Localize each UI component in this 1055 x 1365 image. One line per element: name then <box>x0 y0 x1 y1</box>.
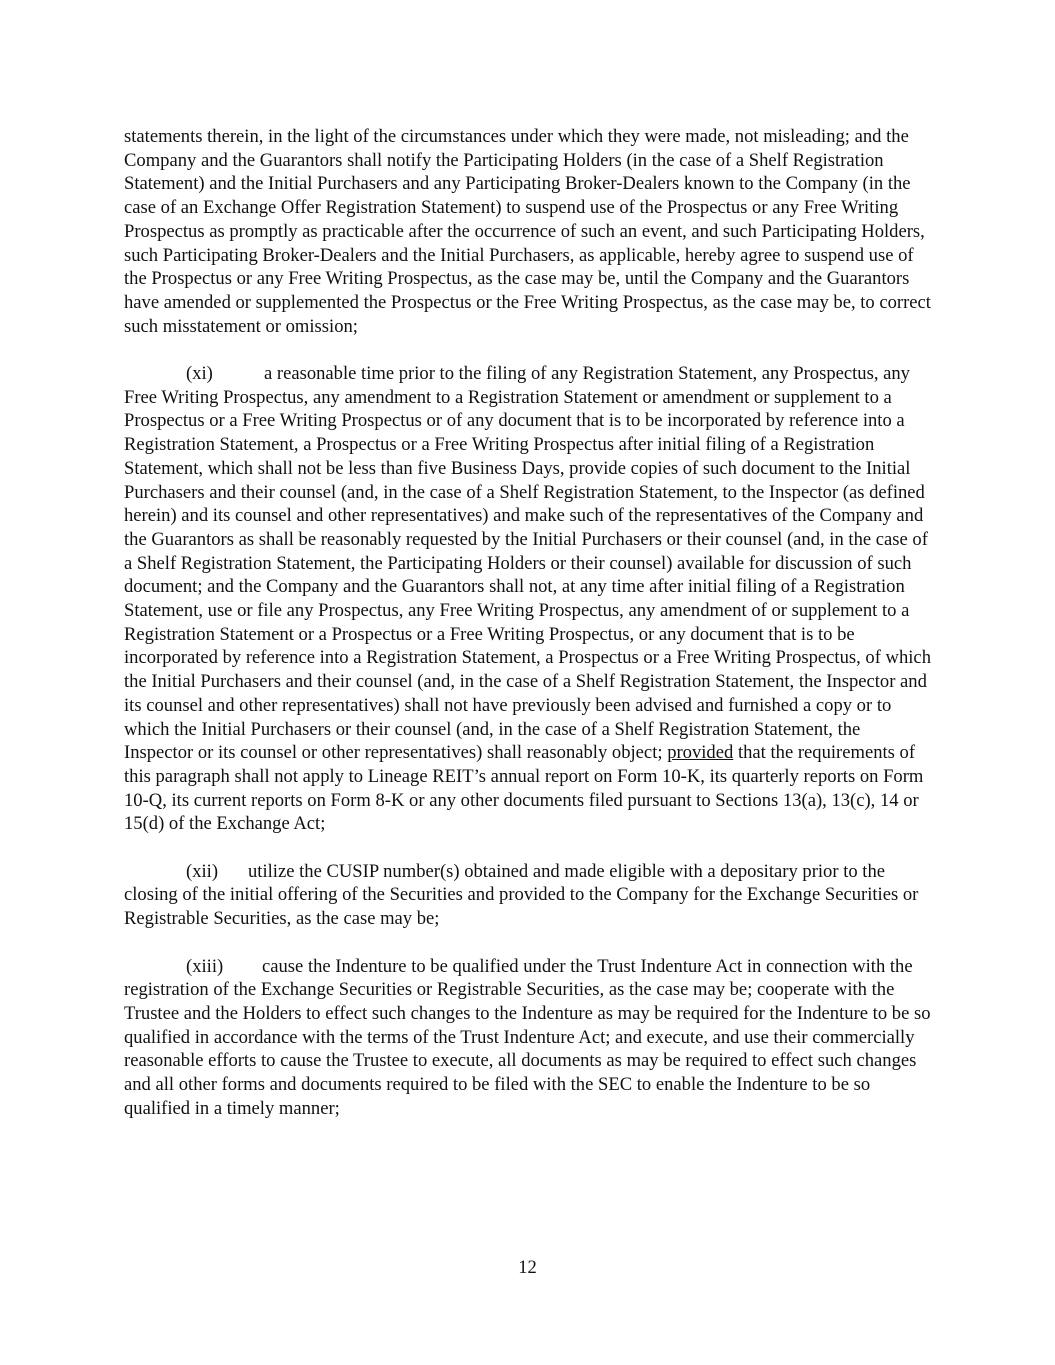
paragraph-xi-text-continued: that the requirements of this paragraph shall not apply to Lineage REIT’s annual report on Form 10-K, its quarterly reports on Form 10-Q, its current reports on Form 8-K or any other documents filed pursuant to Sections 13(a), 13(c), 14 or 15(d) of the Exchange Act; <box>124 742 924 835</box>
page-number: 12 <box>518 1257 537 1278</box>
document-body <box>124 125 932 1144</box>
paragraph-xi-number: (xi) <box>186 363 213 385</box>
paragraph-xii-text: utilize the CUSIP number(s) obtained and made eligible with a depositary prior to the closing of the initial offering of the Securities and provided to the Company for the Exchange Securities or Registrable Securities, as the case may be; <box>124 860 919 930</box>
paragraph-xi <box>124 362 932 836</box>
provided-underlined-term: provided <box>667 742 734 764</box>
paragraph-xiii-text: cause the Indenture to be qualified under the Trust Indenture Act in connection with the registration of the Exchange Securities or Registrable Securities, as the case may be; cooperate with the Trustee and the Holders to effect such changes to the Indenture as may be required for the Indenture to be so qualified in accordance with the terms of the Trust Indenture Act; and execute, and use their commercially reasonable efforts to cause the Trustee to execute, all documents as may be required to effect such changes and all other forms and documents required to be filed with the SEC to enable the Indenture to be so qualified in a timely manner; <box>124 955 931 1119</box>
paragraph-continued-text: statements therein, in the light of the circumstances under which they were made, not misleading; and the Company and the Guarantors shall notify the Participating Holders (in the case of a Shelf Registration Statement) and the Initial Purchasers and any Participating Broker-Dealers known to the Company (in the case of an Exchange Offer Registration Statement) to suspend use of the Prospectus or any Free Writing Prospectus as promptly as practicable after the occurrence of such an event, and such Participating Holders, such Participating Broker-Dealers and the Initial Purchasers, as applicable, hereby agree to suspend use of the Prospectus or any Free Writing Prospectus, as the case may be, until the Company and the Guarantors have amended or supplemented the Prospectus or the Free Writing Prospectus, as the case may be, to correct such misstatement or omission; <box>124 126 931 337</box>
paragraph-xiii <box>124 955 932 1121</box>
paragraph-xii <box>124 860 932 931</box>
paragraph-xi-text: a reasonable time prior to the filing of any Registration Statement, any Prospectus, any Free Writing Prospectus, any amendment to a Registration Statement or amendment or supplement to a Prospectus or a Free Writing Prospectus or of any document that is to be incorporated by reference into a Registration Statement, a Prospectus or a Free Writing Prospectus after initial filing of a Registration Statement, which shall not be less than five Business Days, provide copies of such document to the Initial Purchasers and their counsel (and, in the case of a Shelf Registration Statement, to the Inspector (as defined herein) and its counsel and other representatives) and make such of the representatives of the Company and the Guarantors as shall be reasonably requested by the Initial Purchasers or their counsel (and, in the case of a Shelf Registration Statement, the Participating Holders or their counsel) available for discussion of such document; and the Company and the Guarantors shall not, at any time after initial filing of a Registration Statement, use or file any Prospectus, any Free Writing Prospectus, any amendment of or supplement to a Registration Statement or a Prospectus or a Free Writing Prospectus, or any document that is to be incorporated by reference into a Registration Statement, a Prospectus or a Free Writing Prospectus, of which the Initial Purchasers and their counsel (and, in the case of a Shelf Registration Statement, the Inspector and its counsel and other representatives) shall not have previously been advised and furnished a copy or to which the Initial Purchasers or their counsel (and, in the case of a Shelf Registration Statement, the Inspector or its counsel or other representatives) shall reasonably object; <box>124 363 931 764</box>
paragraph-xii-number: (xii) <box>186 860 219 882</box>
paragraph-xiii-number: (xiii) <box>186 955 224 977</box>
paragraph-continued <box>124 125 932 338</box>
